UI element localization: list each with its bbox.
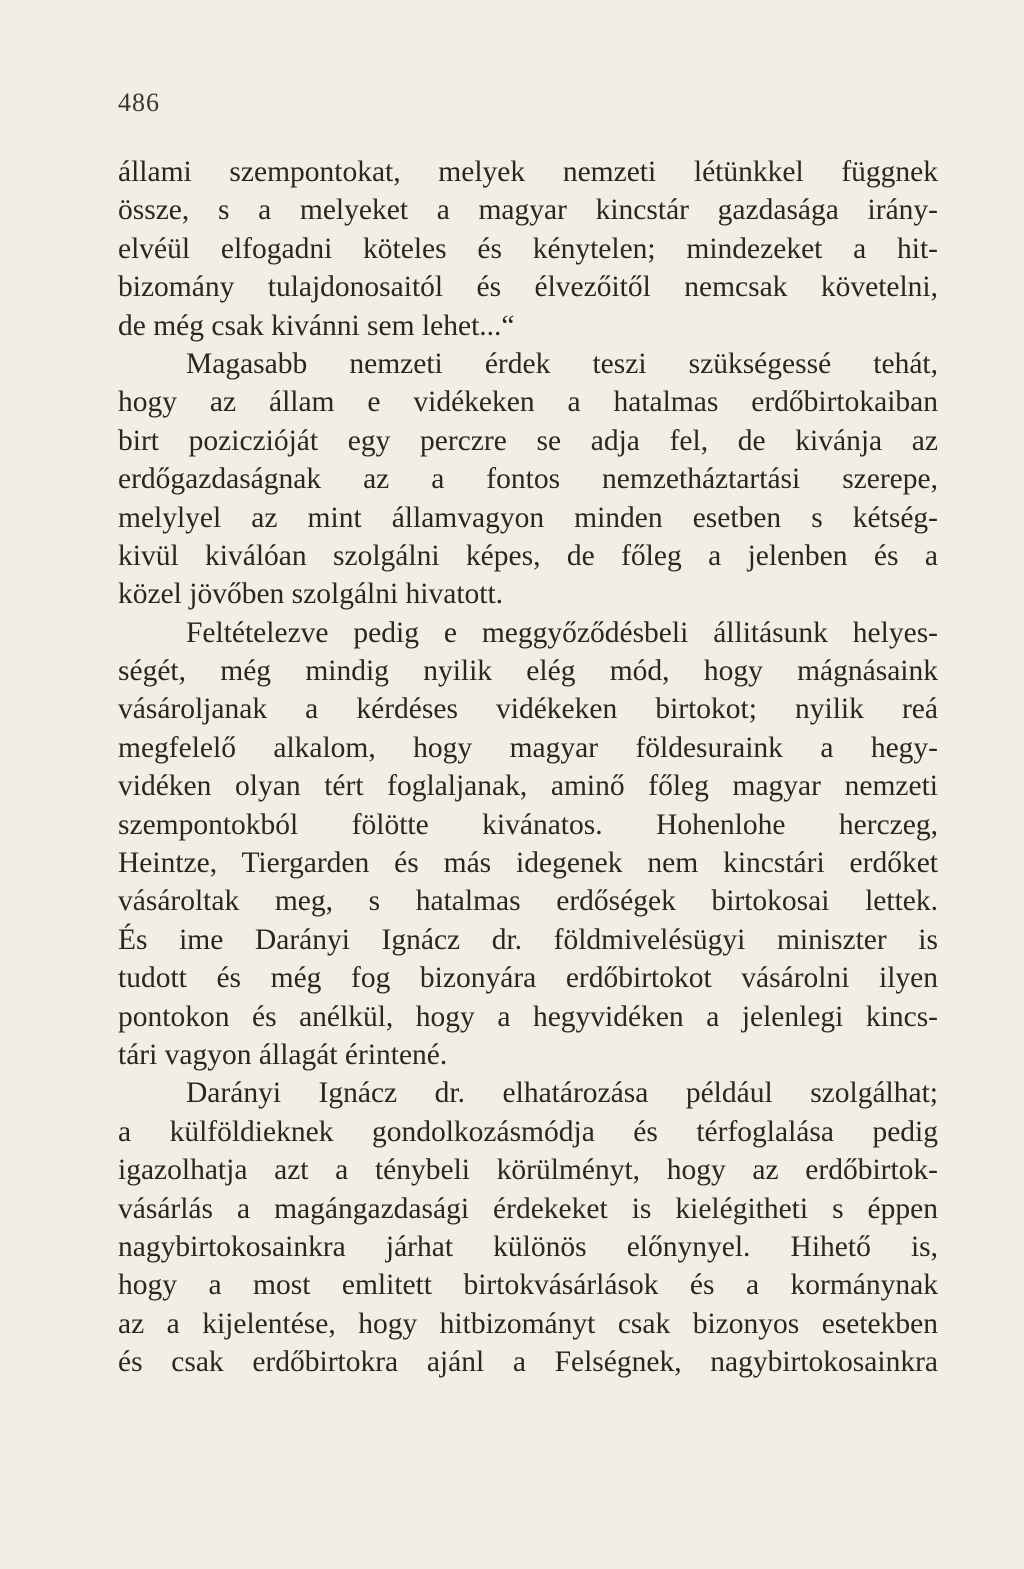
text-line: vásároltak meg, s hatalmas erdőségek birtokosai lettek.	[118, 885, 938, 918]
text-line: vidéken olyan tért foglaljanak, aminő főleg magyar nemzeti	[118, 770, 938, 803]
text-line: vásároljanak a kérdéses vidékeken birtokot; nyilik reá	[118, 693, 938, 726]
text-line: de még csak kivánni sem lehet...“	[118, 309, 515, 342]
text-line: és csak erdőbirtokra ajánl a Felségnek, nagybirtokosainkra	[118, 1346, 938, 1379]
body-text	[118, 153, 938, 1382]
text-line: birt poziczióját egy perczre se adja fel, de kivánja az	[118, 424, 938, 457]
text-line: közel jövőben szolgálni hivatott.	[118, 578, 504, 611]
text-line: hogy az állam e vidékeken a hatalmas erdőbirtokaiban	[118, 386, 938, 419]
text-line: szempontokból fölötte kivánatos. Hohenlohe herczeg,	[118, 808, 938, 841]
text-line: állami szempontokat, melyek nemzeti létünkkel függnek	[118, 156, 938, 188]
text-line: tári vagyon állagát érintené.	[118, 1038, 448, 1071]
text-line: pontokon és anélkül, hogy a hegyvidéken a jelenlegi kincs-	[118, 1000, 938, 1033]
text-line: nagybirtokosainkra járhat különös előnynyel. Hihető is,	[118, 1230, 938, 1263]
text-line: kivül kiválóan szolgálni képes, de főleg a jelenben és a	[118, 539, 938, 572]
text-line: a külföldieknek gondolkozásmódja és térfoglalása pedig	[118, 1115, 938, 1148]
text-line: bizomány tulajdonosaitól és élvezőitől nemcsak követelni,	[118, 271, 938, 304]
text-line: ségét, még mindig nyilik elég mód, hogy mágnásaink	[118, 655, 938, 688]
paragraph-start-line: Feltételezve pedig e meggyőződésbeli állitásunk helyes-	[186, 616, 938, 649]
text-line: össze, s a melyeket a magyar kincstár gazdasága irány-	[118, 194, 938, 227]
paragraph-start-line: Darányi Ignácz dr. elhatározása például szolgálhat;	[186, 1077, 938, 1110]
text-line: tudott és még fog bizonyára erdőbirtokot vásárolni ilyen	[118, 962, 938, 995]
text-line: vásárlás a magángazdasági érdekeket is kielégitheti s éppen	[118, 1192, 938, 1225]
text-line: az a kijelentése, hogy hitbizományt csak bizonyos esetekben	[118, 1307, 938, 1340]
text-line: igazolhatja azt a ténybeli körülményt, hogy az erdőbirtok-	[118, 1154, 938, 1187]
text-line: hogy a most emlitett birtokvásárlások és a kormánynak	[118, 1269, 938, 1302]
text-line: erdőgazdaságnak az a fontos nemzetháztartási szerepe,	[118, 463, 938, 496]
text-line: Heintze, Tiergarden és más idegenek nem kincstári erdőket	[118, 847, 938, 880]
text-line: melylyel az mint államvagyon minden esetben s kétség-	[118, 501, 938, 534]
text-line: elvéül elfogadni köteles és kénytelen; mindezeket a hit-	[118, 232, 938, 265]
text-line: megfelelő alkalom, hogy magyar földesuraink a hegy-	[118, 731, 938, 764]
page-number: 486	[118, 88, 160, 117]
text-line: És ime Darányi Ignácz dr. földmivelésügyi miniszter is	[118, 923, 938, 956]
paragraph-start-line: Magasabb nemzeti érdek teszi szükségessé tehát,	[186, 347, 938, 380]
